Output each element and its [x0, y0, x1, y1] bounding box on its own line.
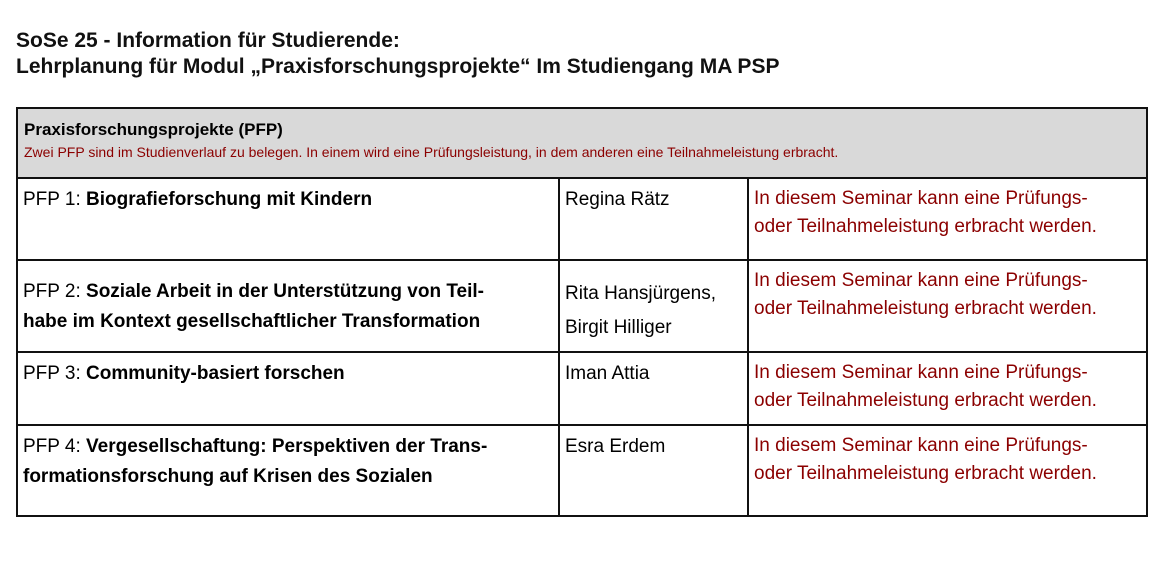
module-table: [16, 107, 1148, 517]
project-cell: [18, 426, 560, 515]
info-line-1: In diesem Seminar kann eine Prüfungs-: [754, 435, 1088, 456]
page-heading: [16, 28, 779, 80]
lecturer-cell: [560, 426, 749, 515]
project-prefix: PFP 4:: [23, 436, 87, 457]
project-prefix: PFP 1:: [23, 189, 87, 210]
heading-line-1: SoSe 25 - Information für Studierende:: [16, 29, 400, 52]
project-title-line-1: Soziale Arbeit in der Unterstützung von Teil-: [86, 281, 484, 302]
project-prefix: PFP 3:: [23, 363, 87, 384]
info-line-2: oder Teilnahmeleistung erbracht werden.: [754, 298, 1097, 319]
table-row: [18, 426, 1146, 515]
lecturer-cell: [560, 179, 749, 259]
project-title: Biografieforschung mit Kindern: [86, 189, 373, 210]
lecturer-name: Rita Hansjürgens,: [565, 283, 717, 304]
info-cell: [749, 353, 1146, 424]
info-line-2: oder Teilnahmeleistung erbracht werden.: [754, 463, 1097, 484]
project-title: Community-basiert forschen: [86, 363, 345, 384]
project-title-line-2: formationsforschung auf Krisen des Sozialen: [23, 466, 433, 487]
info-line-2: oder Teilnahmeleistung erbracht werden.: [754, 216, 1097, 237]
project-title-line-2: habe im Kontext gesellschaftlicher Transformation: [23, 311, 481, 332]
project-cell: [18, 179, 560, 259]
table-row: [18, 179, 1146, 261]
table-header-title: Praxisforschungsprojekte (PFP): [24, 120, 283, 139]
lecturer-cell: [560, 353, 749, 424]
lecturer-name: Birgit Hilliger: [565, 317, 672, 338]
table-row: [18, 261, 1146, 353]
heading-line-2: Lehrplanung für Modul „Praxisforschungsprojekte“ Im Studiengang MA PSP: [16, 55, 780, 78]
table-row: [18, 353, 1146, 426]
lecturer-name: Regina Rätz: [565, 189, 670, 210]
info-line-1: In diesem Seminar kann eine Prüfungs-: [754, 270, 1088, 291]
lecturer-name: Iman Attia: [565, 363, 650, 384]
project-cell: [18, 353, 560, 424]
info-cell: [749, 179, 1146, 259]
project-cell: [18, 261, 560, 351]
info-cell: [749, 426, 1146, 515]
lecturer-cell: [560, 261, 749, 351]
lecturer-name: Esra Erdem: [565, 436, 666, 457]
table-header-note: Zwei PFP sind im Studienverlauf zu belegen. In einem wird eine Prüfungsleistung, in dem anderen eine Teilnahmeleistung erbracht.: [24, 144, 839, 160]
info-cell: [749, 261, 1146, 351]
info-line-1: In diesem Seminar kann eine Prüfungs-: [754, 188, 1088, 209]
info-line-1: In diesem Seminar kann eine Prüfungs-: [754, 362, 1088, 383]
project-prefix: PFP 2:: [23, 281, 87, 302]
project-title-line-1: Vergesellschaftung: Perspektiven der Trans-: [86, 436, 488, 457]
table-header: [18, 109, 1146, 179]
info-line-2: oder Teilnahmeleistung erbracht werden.: [754, 390, 1097, 411]
